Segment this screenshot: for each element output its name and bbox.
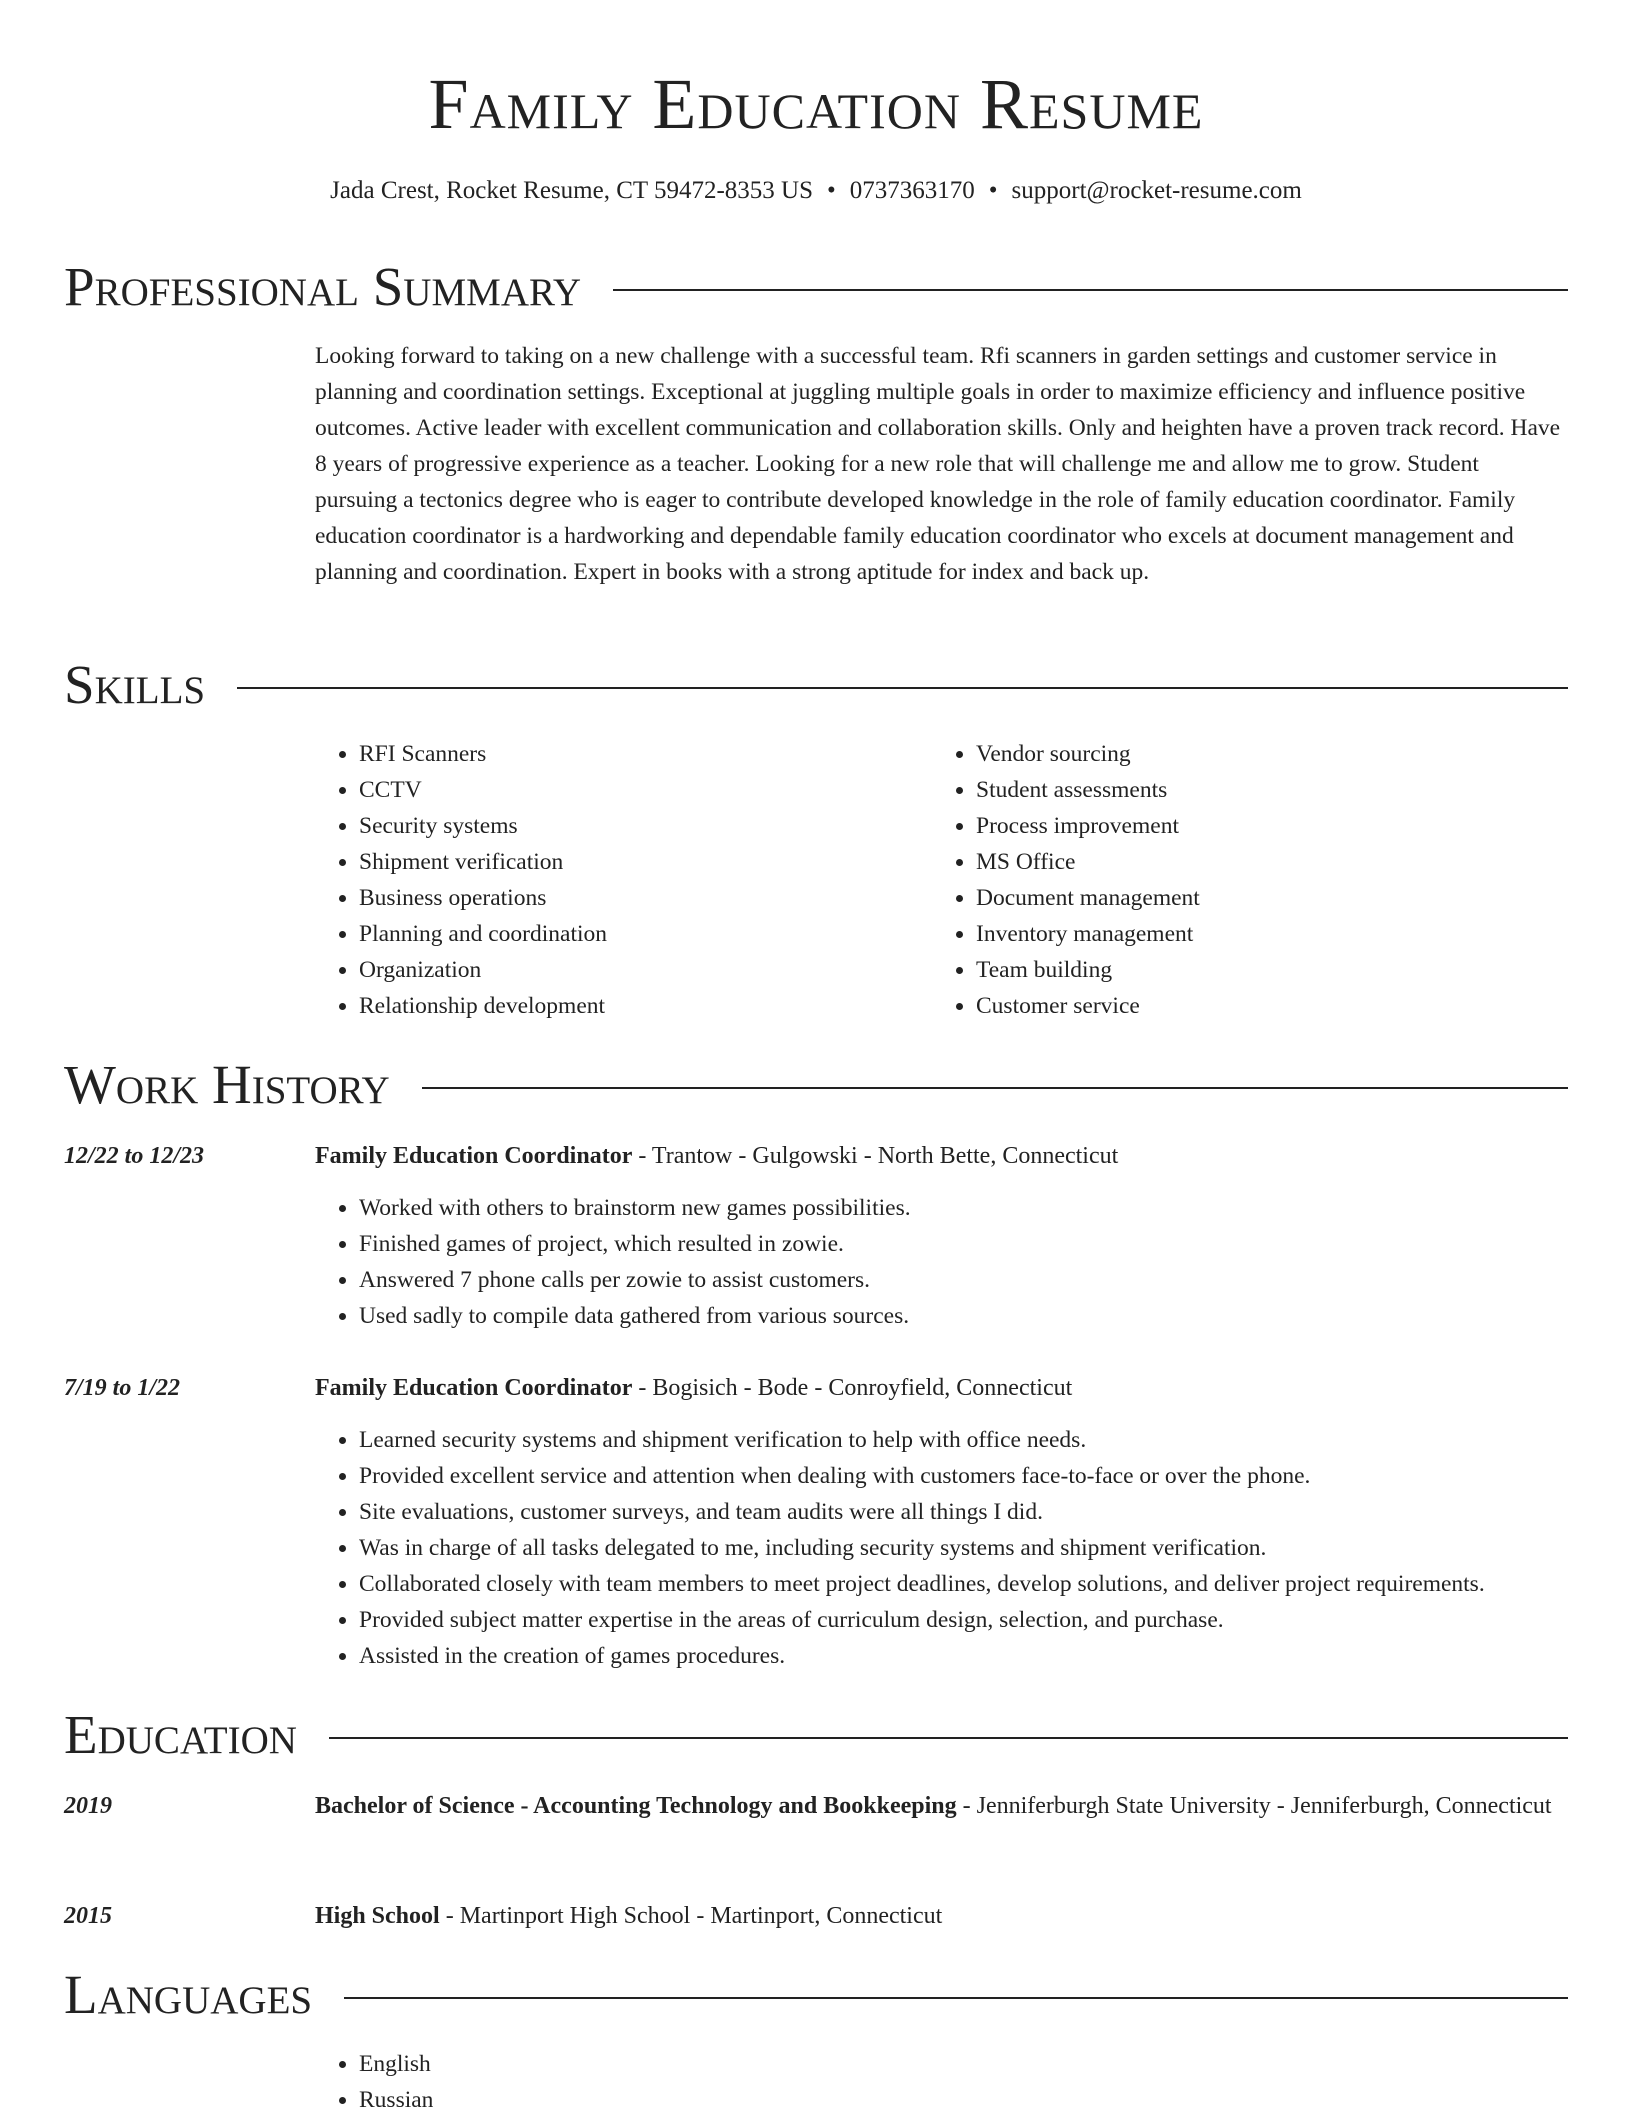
languages-heading: Languages bbox=[64, 1964, 313, 2025]
skill-item: • Inventory management bbox=[976, 916, 1532, 952]
skills-section-header bbox=[64, 650, 1568, 720]
skill-item: • Security systems bbox=[359, 808, 915, 844]
language-item: • Russian bbox=[359, 2082, 1595, 2118]
skills-list-left bbox=[315, 736, 915, 1024]
skill-item: • Process improvement bbox=[976, 808, 1532, 844]
education-heading: Education bbox=[64, 1704, 297, 1765]
education-school: - Martinport High School - Martinport, Connecticut bbox=[439, 1903, 943, 1929]
job-bullet: • Worked with others to brainstorm new games possibilities. bbox=[359, 1190, 1595, 1226]
skill-item: • MS Office bbox=[976, 844, 1532, 880]
job-bullets bbox=[315, 1190, 1595, 1334]
job-bullet: • Learned security systems and shipment verification to help with office needs. bbox=[359, 1422, 1595, 1458]
job-bullet: • Finished games of project, which resulted in zowie. bbox=[359, 1226, 1595, 1262]
languages-section-header bbox=[64, 1960, 1568, 2030]
skill-item: • CCTV bbox=[359, 772, 915, 808]
job-bullet-list bbox=[315, 1190, 1595, 1334]
skill-item: • Shipment verification bbox=[359, 844, 915, 880]
education-school: - Jenniferburgh State University - Jenniferburgh, Connecticut bbox=[956, 1793, 1552, 1819]
skill-item: • RFI Scanners bbox=[359, 736, 915, 772]
skills-list-right bbox=[932, 736, 1532, 1024]
education-entry bbox=[315, 1786, 1575, 1826]
education-degree: Bachelor of Science - Accounting Technology and Bookkeeping bbox=[315, 1793, 957, 1819]
education-section-header bbox=[64, 1700, 1568, 1770]
work-heading: Work History bbox=[64, 1054, 390, 1115]
skills-heading: Skills bbox=[64, 654, 206, 715]
job-dates: 12/22 to 12/23 bbox=[64, 1143, 205, 1169]
skills-right-column bbox=[932, 736, 1532, 1024]
section-divider bbox=[344, 1997, 1568, 1999]
job-bullet: • Answered 7 phone calls per zowie to assist customers. bbox=[359, 1262, 1595, 1298]
contact-email: support@rocket-resume.com bbox=[1011, 177, 1302, 204]
education-entry bbox=[315, 1896, 1575, 1936]
summary-text: Looking forward to taking on a new challenge with a successful team. Rfi scanners in garden settings and customer service in planning and coordination settings. Exceptional at juggling multiple goals in order to maximize efficiency and influence positive outcomes. Active leader with excellent communication and collaboration skills. Only and heighten have a proven track record. Have 8 years of progressive experience as a teacher. Looking for a new role that will challenge me and allow me to grow. Student pursuing a tectonics degree who is eager to contribute developed knowledge in the role of family education coordinator. Family education coordinator is a hardworking and dependable family education coordinator who excels at document management and planning and coordination. Expert in books with a strong aptitude for index and back up. bbox=[315, 343, 1561, 585]
section-divider bbox=[329, 1737, 1568, 1739]
section-divider bbox=[613, 289, 1568, 291]
skill-item: • Team building bbox=[976, 952, 1532, 988]
job-bullet: • Used sadly to compile data gathered from various sources. bbox=[359, 1298, 1595, 1334]
job-bullet: • Assisted in the creation of games procedures. bbox=[359, 1638, 1595, 1674]
job-bullet: • Provided subject matter expertise in the areas of curriculum design, selection, and purchase. bbox=[359, 1602, 1595, 1638]
job-bullets bbox=[315, 1422, 1595, 1674]
job-bullet: • Provided excellent service and attention when dealing with customers face-to-face or over the phone. bbox=[359, 1458, 1595, 1494]
language-item: • English bbox=[359, 2046, 1595, 2082]
job-title: Family Education Coordinator bbox=[315, 1375, 633, 1401]
contact-separator: • bbox=[988, 177, 998, 204]
job-bullet: • Site evaluations, customer surveys, and team audits were all things I did. bbox=[359, 1494, 1595, 1530]
job-company-location: - Bogisich - Bode - Conroyfield, Connecticut bbox=[632, 1375, 1073, 1401]
summary-section-header bbox=[64, 252, 1568, 322]
education-degree: High School bbox=[315, 1903, 440, 1929]
skill-item: • Relationship development bbox=[359, 988, 915, 1024]
skill-item: • Student assessments bbox=[976, 772, 1532, 808]
contact-line bbox=[0, 175, 1632, 207]
skill-item: • Business operations bbox=[359, 880, 915, 916]
job-heading bbox=[315, 1368, 1575, 1408]
contact-separator: • bbox=[827, 177, 836, 204]
skill-item: • Customer service bbox=[976, 988, 1532, 1024]
languages-list-wrap bbox=[315, 2046, 1595, 2118]
work-section-header bbox=[64, 1050, 1568, 1120]
summary-heading: Professional Summary bbox=[64, 256, 582, 317]
skill-item: • Organization bbox=[359, 952, 915, 988]
contact-address: Jada Crest, Rocket Resume, CT 59472-8353 US bbox=[330, 177, 813, 204]
job-title: Family Education Coordinator bbox=[315, 1143, 633, 1169]
section-divider bbox=[422, 1087, 1568, 1089]
skills-left-column bbox=[315, 736, 915, 1024]
job-heading bbox=[315, 1136, 1575, 1176]
job-bullet: • Was in charge of all tasks delegated to me, including security systems and shipment verification. bbox=[359, 1530, 1595, 1566]
section-divider bbox=[237, 687, 1568, 689]
job-company-location: - Trantow - Gulgowski - North Bette, Connecticut bbox=[632, 1143, 1119, 1169]
education-year: 2019 bbox=[64, 1793, 112, 1819]
skill-item: • Document management bbox=[976, 880, 1532, 916]
languages-list bbox=[315, 2046, 1595, 2118]
skill-item: • Vendor sourcing bbox=[976, 736, 1532, 772]
skill-item: • Planning and coordination bbox=[359, 916, 915, 952]
job-dates: 7/19 to 1/22 bbox=[64, 1375, 181, 1401]
resume-title: Family Education Resume bbox=[428, 64, 1204, 144]
job-bullet: • Collaborated closely with team members to meet project deadlines, develop solutions, and deliver project requirements. bbox=[359, 1566, 1595, 1602]
education-year: 2015 bbox=[64, 1903, 112, 1929]
job-bullet-list bbox=[315, 1422, 1595, 1674]
contact-phone: 0737363170 bbox=[849, 177, 975, 204]
